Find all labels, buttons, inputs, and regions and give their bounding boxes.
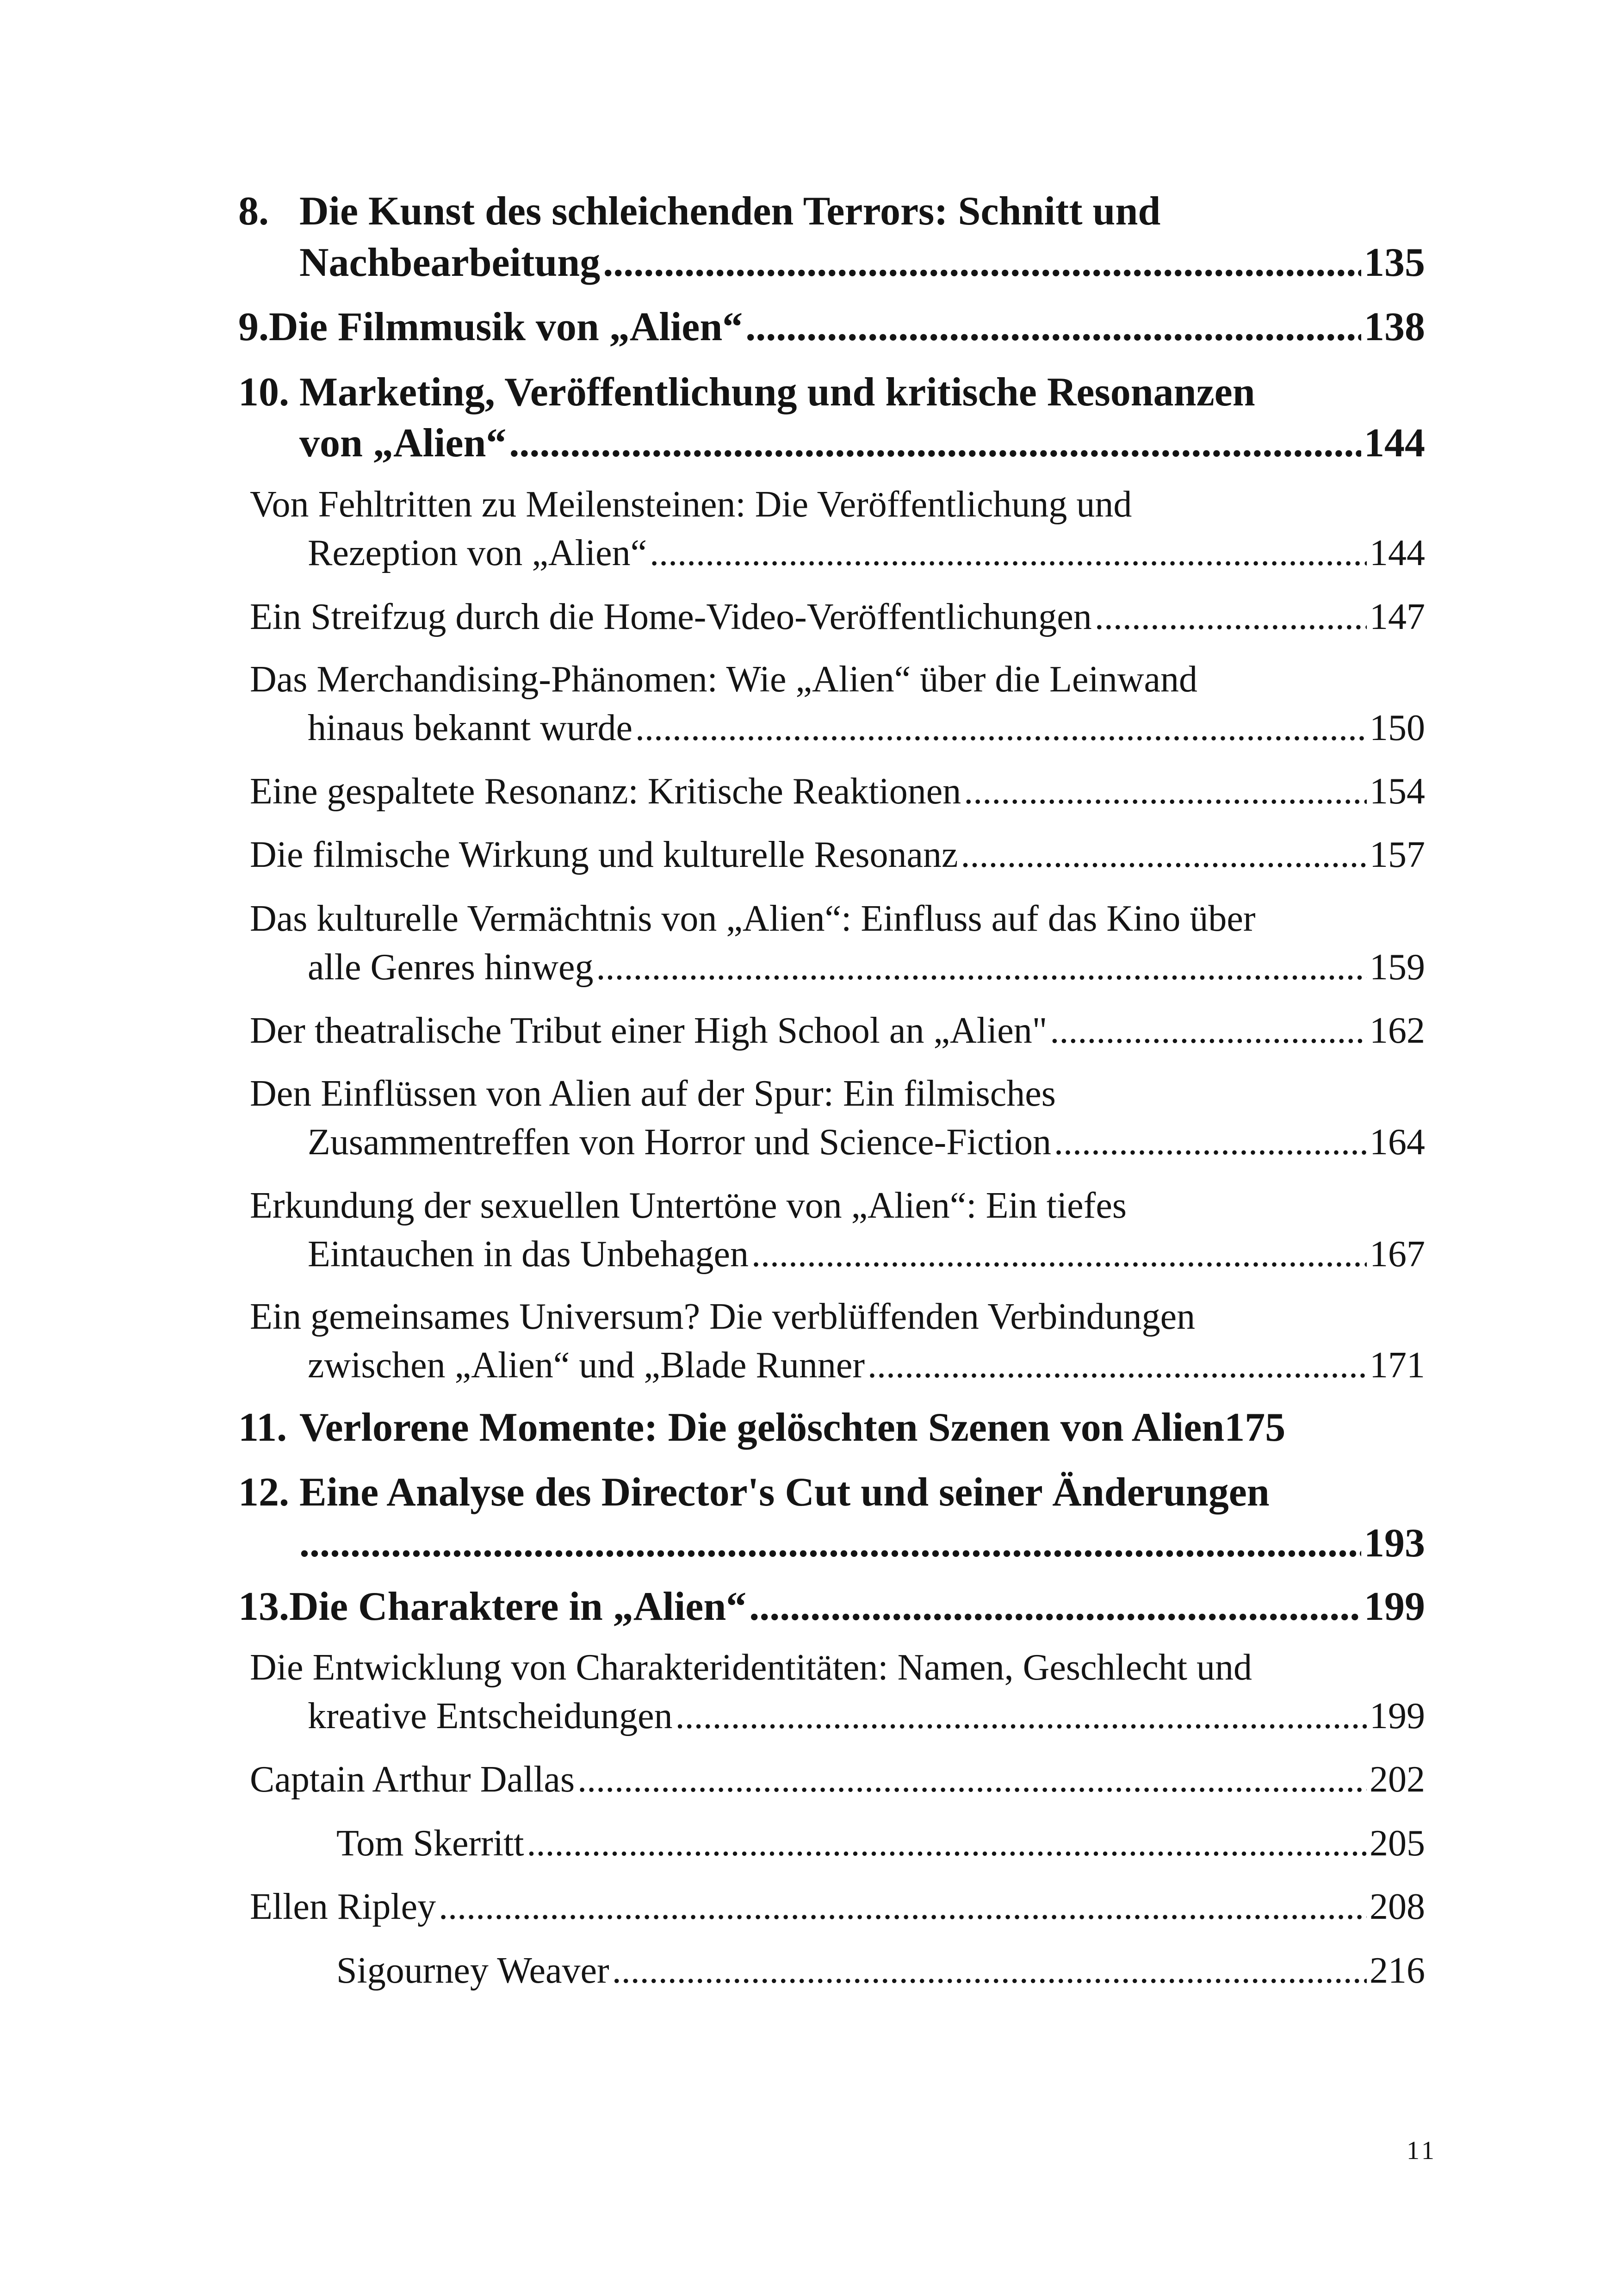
dot-leader <box>650 530 1367 576</box>
dot-leader <box>596 944 1367 990</box>
dot-leader <box>635 705 1367 751</box>
dot-leader <box>577 1756 1367 1803</box>
toc-section-line2 <box>308 1342 1425 1388</box>
dot-leader <box>1050 1008 1367 1054</box>
dot-leader <box>1095 594 1367 640</box>
toc-section-line1 <box>250 1182 1127 1229</box>
toc-section-line1 <box>250 1644 1252 1691</box>
toc-page-ref: 202 <box>1370 1759 1425 1800</box>
toc-chapter-number: 9. <box>238 305 269 349</box>
toc-section-title: Ein Streifzug durch die Home-Video-Veröffentlichungen <box>250 597 1092 637</box>
toc-section-title: Die Entwicklung von Charakteridentitäten: Namen, Geschlecht und <box>250 1647 1252 1688</box>
toc-section-title: Das Merchandising-Phänomen: Wie „Alien“ über die Leinwand <box>250 659 1198 700</box>
toc-chapter-12-line2 <box>299 1518 1425 1569</box>
toc-section-title: Erkundung der sexuellen Untertöne von „Alien“: Ein tiefes <box>250 1185 1127 1226</box>
toc-section-line1 <box>250 1294 1195 1340</box>
toc-section-line2 <box>308 530 1425 576</box>
toc-page-ref: 157 <box>1370 834 1425 875</box>
toc-section-line2 <box>308 1693 1425 1739</box>
toc-page-ref: 159 <box>1370 947 1425 988</box>
toc-page-ref: 162 <box>1370 1010 1425 1051</box>
toc-page-ref: 205 <box>1370 1823 1425 1864</box>
dot-leader <box>676 1693 1367 1739</box>
toc-section-title: Die filmische Wirkung und kulturelle Resonanz <box>250 834 958 875</box>
dot-leader <box>751 1231 1367 1277</box>
toc-page-ref: 144 <box>1364 421 1425 466</box>
toc-section-line2 <box>308 1231 1425 1277</box>
toc-chapter-10-line2 <box>299 418 1425 469</box>
dot-leader <box>868 1342 1367 1388</box>
toc-section-title: Den Einflüssen von Alien auf der Spur: Ein filmisches <box>250 1073 1056 1114</box>
toc-section-title-cont: hinaus bekannt wurde <box>308 708 633 748</box>
toc-section-line2 <box>308 1119 1425 1165</box>
toc-chapter-title: Eine Analyse des Director's Cut und seiner Änderungen <box>299 1470 1270 1515</box>
toc-chapter-title: Die Charaktere in „Alien“ <box>289 1584 747 1629</box>
toc-chapter-8-line2 <box>299 237 1425 288</box>
toc-page-ref: 138 <box>1364 305 1425 349</box>
toc-section-title: Eine gespaltete Resonanz: Kritische Reaktionen <box>250 771 961 812</box>
toc-page-ref: 208 <box>1370 1886 1425 1927</box>
toc-chapter-number: 11. <box>238 1405 287 1450</box>
dot-leader <box>749 1581 1361 1632</box>
toc-subsection <box>336 1820 1425 1867</box>
dot-leader <box>964 768 1367 815</box>
toc-section <box>250 1008 1425 1054</box>
toc-chapter-title: Die Filmmusik von „Alien“ <box>269 305 743 349</box>
dot-leader <box>961 832 1367 878</box>
toc-section-title-cont: Eintauchen in das Unbehagen <box>308 1234 749 1275</box>
dot-leader <box>612 1948 1367 1994</box>
toc-chapter-number: 10. <box>238 370 289 415</box>
toc-page-ref: 216 <box>1370 1950 1425 1991</box>
toc-chapter-12-line1 <box>238 1467 1270 1518</box>
toc-section-title-cont: Zusammentreffen von Horror und Science-Fiction <box>308 1122 1051 1163</box>
toc-section-title: Ein gemeinsames Universum? Die verblüffenden Verbindungen <box>250 1296 1196 1337</box>
toc-subsection-title: Sigourney Weaver <box>336 1950 609 1991</box>
toc-section-title-cont: alle Genres hinweg <box>308 947 594 988</box>
toc-section-title: Das kulturelle Vermächtnis von „Alien“: Einfluss auf das Kino über <box>250 898 1256 939</box>
toc-section-title-cont: kreative Entscheidungen <box>308 1696 673 1736</box>
toc-section <box>250 594 1425 640</box>
toc-chapter-number: 8. <box>238 189 269 234</box>
toc-page-ref: 175 <box>1224 1405 1286 1450</box>
toc-chapter-10-line1 <box>238 367 1255 418</box>
dot-leader <box>603 237 1361 288</box>
dot-leader <box>509 418 1361 469</box>
toc-page-ref: 150 <box>1370 708 1425 748</box>
toc-section <box>250 1756 1425 1803</box>
toc-chapter-number: 13. <box>238 1584 289 1629</box>
toc-section-title-cont: zwischen „Alien“ und „Blade Runner <box>308 1345 865 1386</box>
toc-section-line1 <box>250 656 1197 703</box>
dot-leader <box>439 1884 1367 1930</box>
dot-leader <box>1054 1119 1367 1165</box>
toc-page-ref: 167 <box>1370 1234 1425 1275</box>
dot-leader <box>745 302 1361 353</box>
toc-section-line2 <box>308 705 1425 751</box>
toc-chapter-8-line1 <box>238 186 1160 237</box>
toc-section-title: Der theatralische Tribut einer High School an „Alien" <box>250 1010 1048 1051</box>
toc-section-title: Captain Arthur Dallas <box>250 1759 575 1800</box>
toc-section-line1 <box>250 481 1132 528</box>
toc-chapter-11 <box>238 1402 1425 1453</box>
toc-section <box>250 1884 1425 1930</box>
toc-chapter-title: Marketing, Veröffentlichung und kritische Resonanzen <box>299 370 1255 415</box>
toc-section-title-cont: Rezeption von „Alien“ <box>308 533 647 573</box>
page-number: 11 <box>1407 2136 1437 2165</box>
toc-page-ref: 147 <box>1370 597 1425 637</box>
toc-chapter-9 <box>238 302 1425 353</box>
toc-chapter-title-cont: Nachbearbeitung <box>299 240 601 285</box>
toc-section-title: Von Fehltritten zu Meilensteinen: Die Veröffentlichung und <box>250 484 1132 525</box>
toc-page-ref: 199 <box>1364 1584 1425 1629</box>
toc-page-ref: 144 <box>1370 533 1425 573</box>
toc-chapter-title-cont: von „Alien“ <box>299 421 507 466</box>
toc-section-line1 <box>250 896 1256 942</box>
toc-section-line1 <box>250 1070 1056 1117</box>
toc-page-ref: 171 <box>1370 1345 1425 1386</box>
toc-section <box>250 768 1425 815</box>
toc-page-ref: 199 <box>1370 1696 1425 1736</box>
toc-section <box>250 832 1425 878</box>
toc-section-title: Ellen Ripley <box>250 1886 436 1927</box>
toc-chapter-title: Die Kunst des schleichenden Terrors: Schnitt und <box>299 189 1161 234</box>
toc-page-ref: 154 <box>1370 771 1425 812</box>
toc-page-ref: 135 <box>1364 240 1425 285</box>
toc-section-line2 <box>308 944 1425 990</box>
toc-subsection <box>336 1948 1425 1994</box>
dot-leader <box>527 1820 1367 1867</box>
dot-leader <box>299 1518 1361 1569</box>
toc-chapter-number: 12. <box>238 1470 289 1515</box>
toc-page-ref: 193 <box>1364 1521 1425 1566</box>
toc-subsection-title: Tom Skerritt <box>336 1823 524 1864</box>
toc-chapter-title: Verlorene Momente: Die gelöschten Szenen von Alien <box>299 1405 1225 1450</box>
toc-chapter-13 <box>238 1581 1425 1632</box>
toc-page-ref: 164 <box>1370 1122 1425 1163</box>
